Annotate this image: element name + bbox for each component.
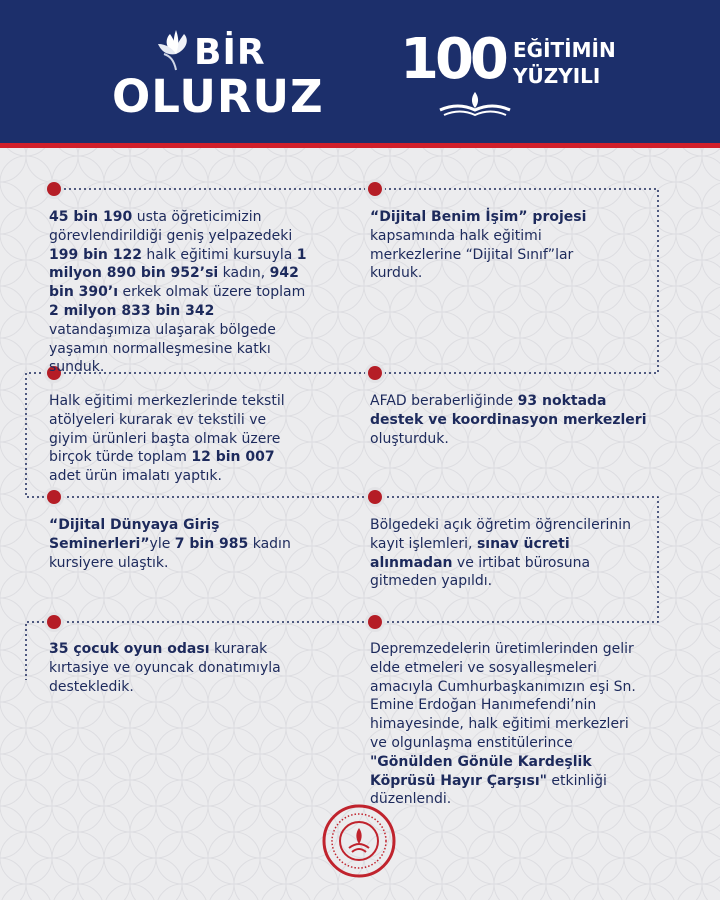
info-block-kursiyer — [49, 208, 309, 377]
logo-line-2: OLURUZ — [112, 70, 324, 123]
body-text: etkinliği düzenlendi. — [370, 772, 607, 808]
body-text: kapsamında halk eğitimi merkezlerine “Dijital Sınıf”lar kurduk. — [370, 227, 574, 282]
info-block-oyun-odasi — [49, 640, 299, 696]
meb-seal-logo — [322, 804, 396, 878]
highlight-text: 12 bin 007 — [191, 449, 275, 466]
logo-line-1: EĞİTİMİN — [513, 38, 616, 62]
logo-number: 100 — [400, 27, 505, 92]
highlight-text: 2 milyon 833 bin 342 — [49, 302, 215, 319]
highlight-text: “Dijital Dünyaya Giriş Seminerleri” — [49, 517, 220, 552]
logo-line-1: BİR — [194, 32, 266, 73]
highlight-text: 7 bin 985 — [174, 535, 249, 552]
highlight-text: 45 bin 190 — [49, 209, 133, 225]
body-text: Halk eğitimi merkezlerinde tekstil atölyeleri kurarak ev tekstili ve giyim ürünleri başta olmak üzere birçok türde toplam — [49, 393, 285, 466]
timeline-dot — [47, 615, 61, 629]
highlight-text: 93 noktada destek ve koordinasyon merkezleri — [370, 393, 647, 428]
highlight-text: 942 bin 390’ı — [49, 265, 299, 301]
highlight-text: 35 çocuk oyun odası — [49, 641, 210, 657]
body-text: erkek olmak üzere toplam — [118, 284, 306, 301]
timeline-dot — [47, 490, 61, 504]
body-text: kadın kursiyere ulaştık. — [49, 535, 291, 571]
info-block-tekstil — [49, 392, 304, 486]
info-block-afad — [370, 392, 660, 448]
body-text: adet ürün imalatı yaptık. — [49, 468, 222, 485]
timeline-dot — [47, 182, 61, 196]
highlight-text: 199 bin 122 — [49, 246, 142, 263]
info-block-dijital-benim-isim — [370, 208, 600, 283]
timeline-dot — [368, 490, 382, 504]
body-text: usta öğreticimizin görevlendirildiği geniş yelpazedeki — [49, 209, 293, 244]
body-text: Depremzedelerin üretimlerinden gelir elde etmeleri ve sosyalleşmeleri amacıyla Cumhurbaşkanımızın eşi Sn. Emine Erdoğan Hanımefendi’nin himayesinde, halk eğitimi merkezleri ve olgunlaşma enstitülerince — [370, 641, 636, 751]
body-text: kurarak kırtasiye ve oyuncak donatımıyla destekledik. — [49, 641, 281, 695]
body-text: ve irtibat bürosuna gitmeden yapıldı. — [370, 554, 591, 590]
body-text: kadın, — [218, 265, 270, 282]
highlight-text: "Gönülden Gönüle Kardeşlik Köprüsü Hayır Çarşısı" — [370, 753, 592, 789]
timeline-dot — [368, 182, 382, 196]
info-block-acik-ogretim — [370, 516, 640, 591]
highlight-text: sınav ücreti alınmadan — [370, 535, 570, 571]
body-text: vatandaşımıza ulaşarak bölgede yaşamın normalleşmesine katkı sunduk. — [49, 321, 276, 376]
body-text: oluşturduk. — [370, 430, 449, 447]
info-block-hayir-carsisi — [370, 640, 642, 809]
body-text: Bölgedeki açık öğretim öğrencilerinin kayıt işlemleri, — [370, 517, 631, 552]
timeline-dot — [368, 366, 382, 380]
highlight-text: “Dijital Benim İşim” projesi — [370, 209, 587, 225]
body-text: halk eğitimi kursuyla — [141, 246, 297, 263]
timeline-dot — [368, 615, 382, 629]
body-text: yle — [149, 535, 175, 552]
info-block-seminer — [49, 516, 319, 572]
logo-line-2: YÜZYILI — [513, 64, 601, 88]
body-text: AFAD beraberliğinde — [370, 393, 518, 409]
highlight-text: 1 milyon 890 bin 952’si — [49, 246, 307, 282]
